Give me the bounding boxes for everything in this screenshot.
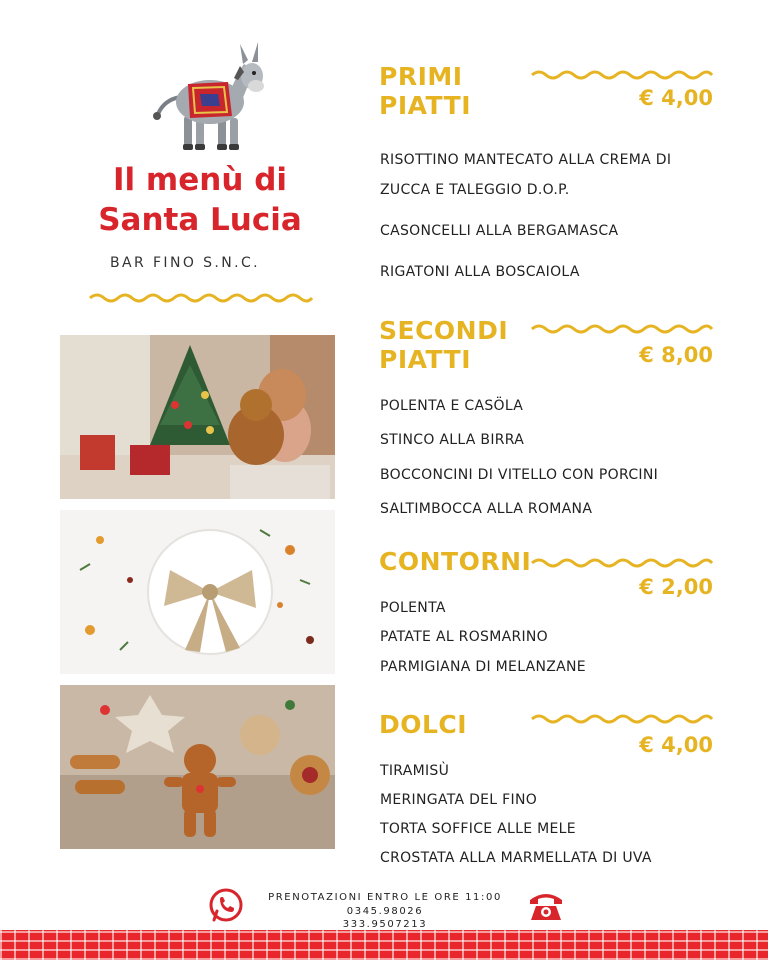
section-title-line1: PRIMI — [379, 62, 463, 91]
menu-item: STINCO ALLA BIRRA — [380, 432, 525, 448]
section-title-dolci — [379, 710, 467, 739]
menu-title-line2: Santa Lucia — [98, 202, 302, 238]
phone-landline[interactable]: 0345.98026 — [346, 906, 424, 917]
phone-mobile[interactable]: 333.9507213 — [342, 919, 428, 930]
section-title-secondi — [379, 316, 508, 374]
price-primi: € 4,00 — [639, 86, 713, 110]
photo-gift-bow — [60, 510, 335, 674]
brand-name: BAR FINO S.N.C. — [110, 255, 260, 271]
menu-item: POLENTA — [380, 600, 446, 616]
footer-decorative-stripe — [0, 930, 768, 960]
menu-item: TIRAMISÙ — [380, 763, 450, 779]
wavy-divider — [530, 556, 714, 570]
section-title-line2: PIATTI — [379, 345, 472, 374]
menu-item: POLENTA E CASÖLA — [380, 398, 524, 414]
menu-item: RISOTTINO MANTECATO ALLA CREMA DI — [380, 152, 672, 168]
wavy-divider — [530, 322, 714, 336]
price-dolci: € 4,00 — [639, 733, 713, 757]
menu-item: BOCCONCINI DI VITELLO CON PORCINI — [380, 467, 659, 483]
menu-item: SALTIMBOCCA ALLA ROMANA — [380, 501, 593, 517]
section-title-line1: SECONDI — [379, 316, 509, 345]
donkey-icon — [148, 42, 268, 154]
wavy-divider — [88, 291, 314, 305]
section-title-line1: DOLCI — [379, 710, 468, 739]
section-title-line1: CONTORNI — [379, 547, 532, 576]
price-contorni: € 2,00 — [639, 575, 713, 599]
wavy-divider — [530, 68, 714, 82]
menu-item: CROSTATA ALLA MARMELLATA DI UVA — [380, 850, 652, 866]
booking-note: PRENOTAZIONI ENTRO LE ORE 11:00 — [268, 892, 502, 903]
telephone-icon[interactable] — [527, 888, 565, 922]
menu-item: TORTA SOFFICE ALLE MELE — [380, 821, 576, 837]
menu-item: MERINGATA DEL FINO — [380, 792, 538, 808]
section-title-line2: PIATTI — [379, 91, 472, 120]
menu-item: RIGATONI ALLA BOSCAIOLA — [380, 264, 580, 280]
menu-title-line1: Il menù di — [112, 162, 288, 198]
photo-gingerbread-cookies — [60, 685, 335, 849]
wavy-divider — [530, 712, 714, 726]
menu-item: ZUCCA E TALEGGIO D.O.P. — [380, 182, 570, 198]
menu-item: CASONCELLI ALLA BERGAMASCA — [380, 223, 619, 239]
section-title-primi — [379, 62, 471, 120]
section-title-contorni — [379, 547, 531, 576]
price-secondi: € 8,00 — [639, 343, 713, 367]
menu-item: PATATE AL ROSMARINO — [380, 629, 549, 645]
menu-item: PARMIGIANA DI MELANZANE — [380, 659, 586, 675]
whatsapp-icon[interactable] — [207, 886, 245, 924]
photo-child-christmas-tree — [60, 335, 335, 499]
